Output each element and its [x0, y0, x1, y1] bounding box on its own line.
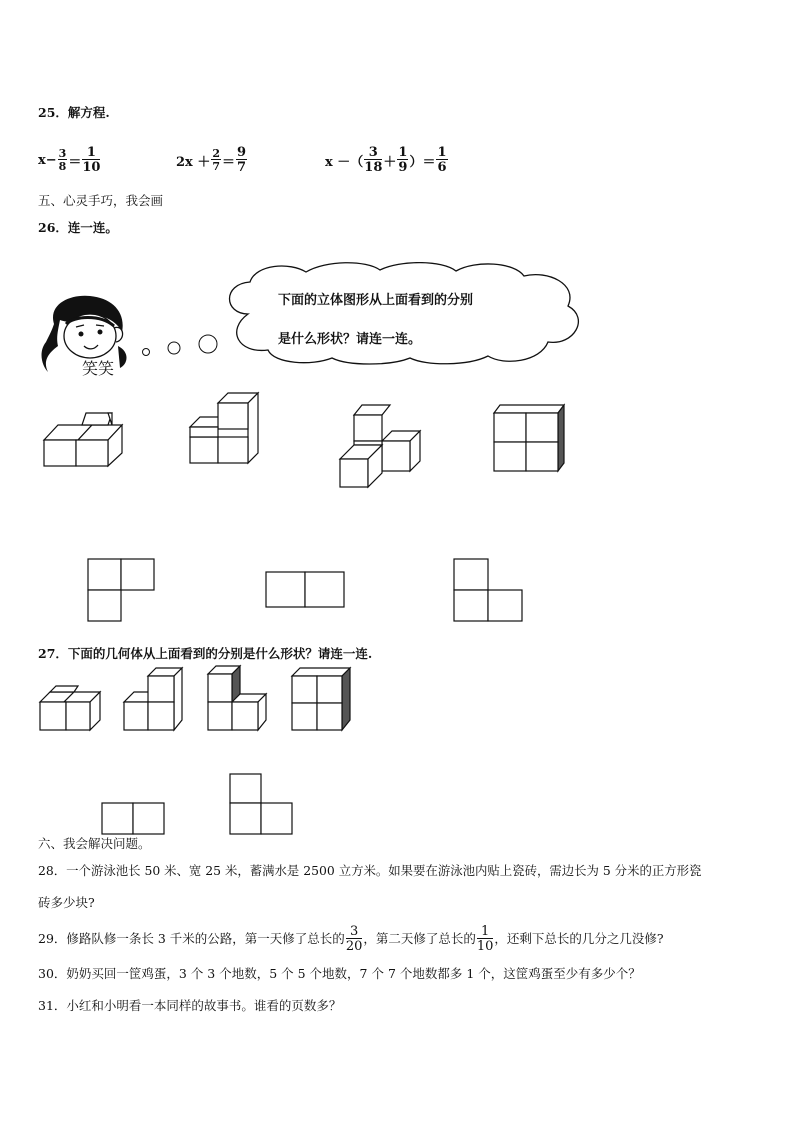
eq3-fraction-1: $\frac{3}{18}$ — [364, 145, 383, 175]
eq2-equals: ＝ — [221, 154, 235, 170]
q30: 30．奶奶买回一筐鸡蛋，3 个 3 个地数，5 个 5 个地数，7 个 7 个地数都多 1 个，这筐鸡蛋至少有多少个？ — [38, 966, 641, 981]
q25-label: 25．解方程. — [38, 105, 110, 120]
q29-fraction-1: $\frac{3}{20}$ — [345, 924, 363, 954]
eq3-fraction-3: $\frac{1}{6}$ — [437, 145, 447, 175]
q26-top-views — [84, 556, 524, 624]
eq3-close: ）＝ — [409, 154, 436, 170]
eq2-fraction-2: $\frac{9}{7}$ — [237, 145, 247, 175]
q28-line-2: 砖多少块? — [38, 895, 95, 910]
q29 — [38, 919, 664, 959]
solid-d — [494, 405, 564, 471]
q27-solid-a — [40, 686, 100, 730]
eq1-lead: x− — [38, 152, 57, 168]
q27-solids — [36, 664, 356, 732]
q31: 31．小红和小明看一本同样的故事书。谁看的页数多？ — [38, 998, 342, 1013]
q27-label: 27．下面的几何体从上面看到的分别是什么形状？请连一连. — [38, 646, 373, 661]
top-view-two-squares — [266, 572, 344, 607]
equation-3 — [325, 138, 449, 182]
section-5-heading: 五、心灵手巧，我会画 — [38, 193, 164, 208]
q29-text-b: ，第二天修了总长的 — [363, 931, 476, 946]
q26-label: 26．连一连。 — [38, 220, 118, 235]
q26-solids — [40, 385, 570, 493]
girl-name-label: 笑笑 — [82, 359, 115, 378]
top-view-l-shape-b — [454, 559, 522, 621]
q27-top-view-two-squares — [102, 803, 164, 834]
q27-top-views — [100, 772, 296, 836]
q29-fraction-2: $\frac{1}{10}$ — [476, 924, 494, 954]
thought-bubbles — [138, 332, 222, 358]
eq3-plus: ＋ — [383, 154, 397, 170]
eq2-lead: 2x ＋ — [176, 154, 211, 170]
q27-top-view-l-shape — [230, 774, 292, 834]
solid-a — [44, 413, 122, 466]
eq2-fraction-1: $\frac{2}{7}$ — [212, 147, 220, 173]
eq1-equals: ＝ — [68, 154, 82, 170]
q28-line-1: 28．一个游泳池长 50 米、宽 25 米，蓄满水是 2500 立方米。如果要在游泳池内贴上瓷砖，需边长为 5 分米的正方形瓷 — [38, 863, 702, 878]
section-6-heading: 六、我会解决问题。 — [38, 836, 151, 851]
eq3-fraction-2: $\frac{1}{9}$ — [398, 145, 408, 175]
top-view-l-shape-a — [88, 559, 154, 621]
q29-text-a: 29．修路队修一条长 3 千米的公路，第一天修了总长的 — [38, 931, 345, 946]
eq1-fraction-1: $\frac{3}{8}$ — [58, 147, 67, 173]
solid-b — [190, 393, 258, 463]
solid-c — [340, 405, 420, 487]
equation-2 — [176, 138, 248, 182]
equation-1 — [38, 138, 101, 182]
q27-solid-c — [208, 666, 266, 730]
thought-cloud — [218, 262, 588, 366]
q27-solid-d — [292, 668, 350, 730]
q29-text-c: ，还剩下总长的几分之几没修? — [494, 931, 664, 946]
q27-solid-b — [124, 668, 182, 730]
cloud-text-line-1: 下面的立体图形从上面看到的分别 — [278, 293, 474, 308]
eq1-fraction-2: $\frac{1}{10}$ — [82, 145, 101, 175]
cloud-text-line-2: 是什么形状？请连一连。 — [278, 332, 422, 347]
eq3-lead: x －（ — [325, 154, 364, 170]
